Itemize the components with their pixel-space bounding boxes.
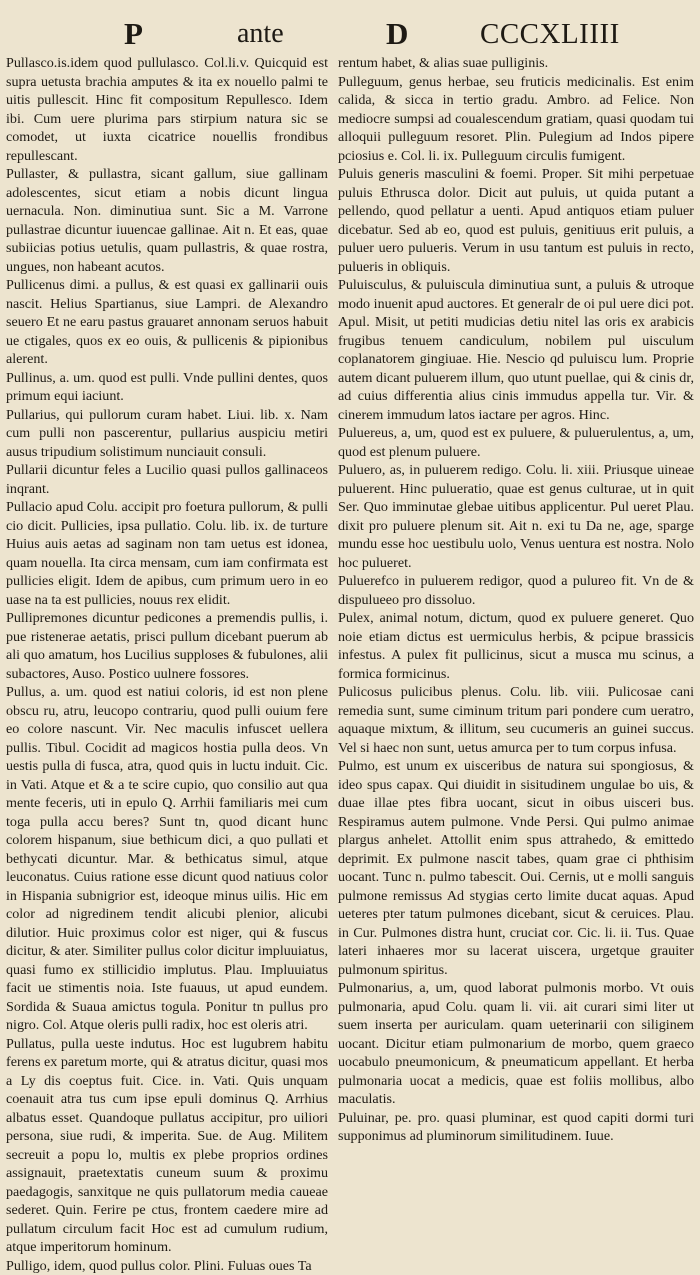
left-column [6, 54, 328, 1154]
header-mark: D [386, 14, 408, 54]
entry-pulueresco: Puluerefco in puluerem redigor, quod a pulureo fit. Vn de & dispulueeo pro dissoluo. [338, 572, 694, 609]
entry-pulligo: Pulligo, idem, quod pullus color. Plini. Fuluas oues Ta [6, 1257, 328, 1275]
header-word: ante [237, 14, 284, 54]
entry-pullacio: Pullacio apud Colu. accipit pro foetura pullorum, & pulli cio dicit. Pullicies, ipsa pullatio. Colu. lib. ix. de turture Huius auis aetas ad saginam non tam uetus est idonea, quam nouella. Ita circa mensam, cum iam confirmata est pullicies eligit. Idem de apibus, cum primum uero in eo uase na ta est pullicies, nouus rex elidit. [6, 498, 328, 609]
entry-pulicosus: Pulicosus pulicibus plenus. Colu. lib. viii. Pulicosae cani remedia sunt, sume ciminum tritum pari pondere cum ueratro, aquaque mixtum, & illitum, seu cucumeris an guinei succus. Vel si haec non sunt, uetus amurca per to tum corpus infusa. [338, 683, 694, 757]
entry-puluero: Puluero, as, in puluerem redigo. Colu. li. xiii. Priusque uineae puluerent. Hinc pulueratio, quae est genus culturae, ut in quit Ser. Quo imminutae glebae uitibus applicentur. Pul ueret Plau. dixit pro puluere plenum sit. Ait n. exi tu Da ne, age, sparge mundu esse hoc uestibulu uolo, Venus uentura est nostra. Nolo hoc pulueret. [338, 461, 694, 572]
entry-continuation: rentum habet, & alias suae pulliginis. [338, 54, 694, 73]
entry-pulleguum: Pulleguum, genus herbae, seu fruticis medicinalis. Est enim calida, & sicca in tertio gradu. Ambro. ad Felice. Non mediocre sumpsi ad coualescendum gratiam, quasi quodam tui alloquii pulleguum resoret. Plin. Pulegium ad Indos pipere pciosius e. Col. li. ix. Pulleguum circulis fumigent. [338, 73, 694, 166]
entry-puluereus: Puluereus, a, um, quod est ex puluere, & puluerulentus, a, um, quod est plenum puluere. [338, 424, 694, 461]
entry-pulex: Pulex, animal notum, dictum, quod ex puluere generet. Quo noie etiam dictus est uermiculus herbis, & pcipue brassicis infestus. A pulex fit pullicinus, sicut a musca mu scinus, a formica formicinus. [338, 609, 694, 683]
entry-pullarii: Pullarii dicuntur feles a Lucilio quasi pullos gallinaceos inqrant. [6, 461, 328, 498]
entry-pullus: Pullus, a. um. quod est natiui coloris, id est non plene obscu ru, atru, leucopo contrariu, quod pulli ouium fere eo colore nascunt. Vir. Nec maculis infuscet uellera pullis. Tibul. Cocidit ad magicos hostia pulla deos. Vn uestis pulla di fusca, atra, quod quis in luctu induit. Cic. in Vati. Atque et & a te scire cupio, quo consilio aut qua mente feceris, uti in epulo Q. Arrhii familiaris mei cum toga pulla accu beres? Sunt tn, quod dicant hunc colorem hispanum, siue bethicum dici, a quo pullati et bethycati dicuntur. Mar. & bethicatus simul, atque leuconatus. Cuius ratione esse dicunt quod natiuus color in Hispania subnigrior est, ideoque minus uilis. Hic em color ad nigredinem tendit alicubi plenior, alicubi dilutior. Huic proximus color est niger, qui & fuscus dicitur, & ater. Similiter pullus color dicitur impluuiatus, quasi fumo ex stillicidio implutus. Plau. Impluuiatus facit ue stimentis noia. Iste fuauus, ut apud eundem. Sordida & Suaua amictus togula. Ponitur tn pullus pro nigro. Col. Atque oleris pulli radix, hoc est oleris atri. [6, 683, 328, 1035]
entry-puluis: Puluis generis masculini & foemi. Proper. Sit mihi perpetuae puluis Ethrusca dolor. Dicit aut puluis, ut quida putant a pellendo, quod pellatur a uenti. Apud antiquos etiam puluer dicebatur. Sed ab eo, quod est puluis, genitiuus erit puluis, a puluer uero pulueris. Verum in usu tantum est puluis in recto, pulueris in obliquis. [338, 165, 694, 276]
entry-pullarius: Pullarius, qui pullorum curam habet. Liui. lib. x. Nam cum pulli non pascerentur, pullarius auspiciu metiri ausus tripudium solistimum nunciauit consuli. [6, 406, 328, 462]
entry-pulmo: Pulmo, est unum ex uisceribus de natura sui spongiosus, & ideo spus capax. Qui diuidit in sisitudinem ungulae bo uis, & duae illae ptes fibra uocant, sicut in oibus uisceri bus. Respiramus autem pulmone. Vnde Persi. Qui pulmo animae plargus anhelet. Attollit enim spus attrahedo, & emittedo deprimit. Ex pulmone nascit tabes, quam grae ci phthisim uocant. Tunc n. pulmo tabescit. Oui. Cernis, ut e molli sanguis pulmone remissus Ad stygias certo limite ducat aquas. Apud ueteres pter tatum pulmones dicebant, sicut & ceruices. Plau. in Cur. Pulmones distra hunt, cruciat cor. Cic. li. ii. Tus. Quae lateri inhaeres mor su lacerat uiscera, urgetque grauiter pulmonum spiritus. [338, 757, 694, 979]
right-column [338, 54, 694, 1154]
entry-pullicenus: Pullicenus dimi. a pullus, & est quasi ex gallinarii ouis nascit. Helius Spartianus, siue Lampri. de Alexandro seuero Et ne earu pastus grauaret annonam seruos habuit ue ctigales, quos ex eo ouis, & pullicenis & pipionibus alerent. [6, 276, 328, 369]
entry-puluisculus: Puluisculus, & puluiscula diminutiua sunt, a puluis & utroque modo inuenit apud auctores. Et generalr de oi pul uere dici pot. Apul. Misit, ut petiti mudicias detiu nitel las oris ex arabicis frugibus tenuem candiculum, nobilem pul uisculum coplanatorem gingiuae. Hie. Nescio qd puluiscu lum. Proprie autem dicant puluerem illum, quo utunt puellae, qui & cinis dr, ad cuius differentia alius cinis immudus appella tur. Vir. & cinerem immudum latos iactare per agros. Hinc. [338, 276, 694, 424]
entry-puluinar: Puluinar, pe. pro. quasi pluminar, est quod capiti dormi turi supponimus ad pluminorum similitudinem. Iuue. [338, 1109, 694, 1146]
entry-pullipremones: Pullipremones dicuntur pedicones a premendis pullis, i. pue ristenerae aetatis, prisci pullum dicebant puerum ab ali quo amatum, hos Lucilius supploses & fubulones, alii subactores, Auso. Postico uulnere fossores. [6, 609, 328, 683]
header-letter: P [124, 14, 143, 54]
entry-pullatus: Pullatus, pulla ueste indutus. Hoc est lugubrem habitu ferens ex paretum morte, qui & atratus dicitur, quasi mos a Ly dis coeptus fuit. Cice. in. Vati. Quis unquam coenauit atra tus cum ipse epuli dominus Q. Arrhius albatus esset. Quandoque pullatus accipitur, pro uiliori persona, siue rudi, & imperita. Sue. de Aug. Militem secreuit a popu lo, multis ex plebe proprios ordines assignauit, praetextatis cuneum suum & proximu paedagogis, sanxitque ne quis pullatorum media caueae sederet. Quin. Ferire pe ctus, frontem caedere mire ad pullatum circulum facit Hoc est ad cumulum rudium, atque imperitorum hominum. [6, 1035, 328, 1257]
folio-number: CCCXLIIII [480, 14, 620, 54]
running-header [0, 14, 700, 54]
entry-pullinus: Pullinus, a. um. quod est pulli. Vnde pullini dentes, quos primum equi iaciunt. [6, 369, 328, 406]
entry-pullasco: Pullasco.is.idem quod pullulasco. Col.li.v. Quicquid est supra uetusta brachia amputes & ita ex nouello palmi te uitis pullescit. Hinc fit compositum Repullesco. Idem ibi. Cum uere plurima pars stirpium natura sic se comodet, ut iuxta cicatrice nouellis frondibus repullescant. [6, 54, 328, 165]
entry-pullaster: Pullaster, & pullastra, sicant gallum, siue gallinam adolescentes, sicut etiam a nobis dicunt lingua uernacula. Non. diminutiua sunt. Sic a M. Varrone pullastrae dicuntur iuuencae gallinae. Ait n. Et eas, quae subiicias potius uetulis, quam pullastris, & quae rostra, ungues, non habeant acutos. [6, 165, 328, 276]
entry-pulmonarius: Pulmonarius, a, um, quod laborat pulmonis morbo. Vt ouis pulmonaria, apud Colu. quam li. vii. ait curari simi liter ut suem inserta per auriculam. quam ueterinarii con siliginem uocant. Dicitur etiam pulmonarium de morbo, quem graeco uocabulo pneumonicum, & pneumaticum appellant. Et herba pulmonaria uocat a medicis, quae est foliis mollibus, albo maculatis. [338, 979, 694, 1109]
